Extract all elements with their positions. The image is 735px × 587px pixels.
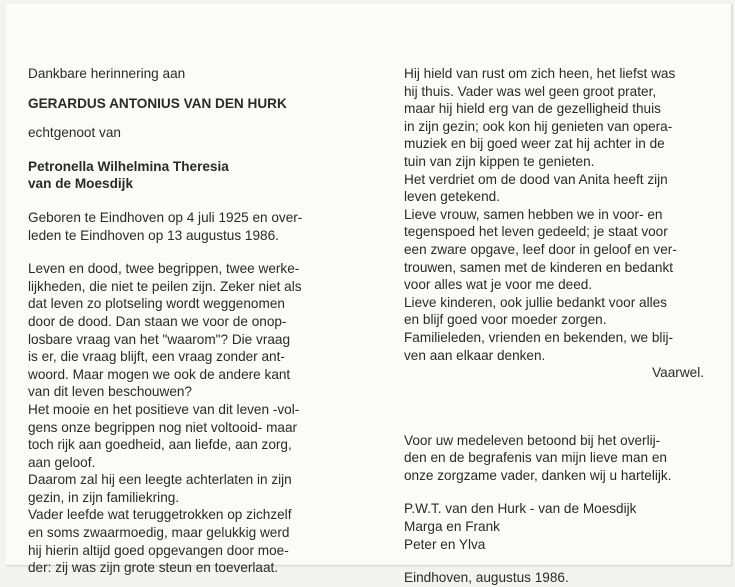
- text-line: leven getekend.: [404, 189, 500, 205]
- birth-line: Geboren te Eindhoven op 4 juli 1925 en over-: [28, 209, 303, 225]
- text-line: dat leven zo plotseling wordt weggenomen: [28, 296, 285, 312]
- text-line: en soms zwaarmoedig, maar gelukkig werd: [28, 525, 290, 541]
- text-line: gezin, in zijn familiekring.: [28, 489, 180, 505]
- text-line: Leven en dood, twee begrippen, twee werke-: [28, 261, 300, 277]
- text-line: Hij hield van rust om zich heen, het liefst was: [404, 66, 676, 81]
- thanks-text: [404, 432, 704, 485]
- text-line: en blijf goed voor moeder zorgen.: [404, 312, 607, 328]
- text-line: hij hierin altijd goed opgevangen door moe-: [28, 542, 289, 558]
- text-line: Lieve kinderen, ook jullie bedankt voor alles: [404, 294, 667, 310]
- spouse-name-line-2: van de Moesdijk: [28, 176, 134, 192]
- text-line: tuin van zijn kippen te genieten.: [404, 153, 595, 169]
- birth-death-text: [28, 209, 303, 244]
- text-line: losbare vraag van het "waarom"? Die vraag: [28, 331, 291, 347]
- text-line: in zijn gezin; ook kon hij genieten van opera-: [404, 118, 673, 134]
- thanks-line: onze zorgzame vader, danken wij u hartelijk.: [404, 467, 672, 483]
- text-line: gens onze begrippen nog niet voltooid- maar: [28, 419, 298, 435]
- text-line: een zware opgave, leef door in geloof en ver-: [404, 241, 677, 257]
- place-date: Eindhoven, augustus 1986.: [404, 570, 569, 586]
- signature-line: Peter en Ylva: [404, 536, 486, 552]
- text-line: tegenspoed het leven gedeeld; je staat voor: [404, 224, 668, 240]
- spouse-name-line-1: Petronella Wilhelmina Theresia: [28, 158, 229, 174]
- birth-line: leden te Eindhoven op 13 augustus 1986.: [28, 227, 279, 243]
- text-line: van dit leven beschouwen?: [28, 384, 192, 400]
- thanks-line: Voor uw medeleven betoond bij het overlij-: [404, 432, 661, 448]
- text-line: Familieleden, vrienden en bekenden, we blij-: [404, 329, 674, 345]
- signatures: [404, 500, 704, 553]
- signature-line: Marga en Frank: [404, 519, 500, 535]
- deceased-name: GERARDUS ANTONIUS VAN DEN HURK: [28, 95, 287, 111]
- text-line: voor alles wat je voor me deed.: [404, 277, 593, 293]
- text-line: Het verdriet om de dood van Anita heeft zijn: [404, 171, 668, 187]
- left-column: [28, 65, 303, 577]
- spouse-label: echtgenoot van: [28, 125, 121, 141]
- signature-line: P.W.T. van den Hurk - van de Moesdijk: [404, 501, 637, 517]
- text-line: toch rijk aan goedheid, aan liefde, aan zorg,: [28, 437, 292, 453]
- personal-text: [404, 65, 704, 364]
- text-line: woord. Maar mogen we ook de andere kant: [28, 366, 291, 382]
- thanks-line: den en de begrafenis van mijn lieve man en: [404, 450, 667, 466]
- text-line: lijkheden, die niet te peilen zijn. Zeker niet als: [28, 278, 302, 294]
- text-line: aan geloof.: [28, 454, 96, 470]
- farewell-text: Vaarwel.: [652, 365, 704, 381]
- text-line: ven aan elkaar denken.: [404, 347, 546, 363]
- text-line: door de dood. Dan staan we voor de onop-: [28, 313, 287, 329]
- text-line: is er, die vraag blijft, een vraag zonder ant-: [28, 349, 285, 365]
- text-line: Het mooie en het positieve van dit leven -vol-: [28, 401, 300, 417]
- text-line: trouwen, samen met de kinderen en bedankt: [404, 259, 674, 275]
- right-column: [404, 65, 704, 587]
- memorial-card: [6, 4, 732, 586]
- text-line: Vader leefde wat teruggetrokken op zichzelf: [28, 507, 292, 523]
- text-line: der: zij was zijn grote steun en toeverlaat.: [28, 560, 279, 576]
- text-line: maar hij hield erg van de gezelligheid thuis: [404, 101, 661, 117]
- text-line: hij thuis. Vader was wel geen groot prater,: [404, 83, 657, 99]
- text-line: muziek en bij goed weer zat hij achter in de: [404, 136, 665, 152]
- text-line: Daarom zal hij een leegte achterlaten in zijn: [28, 472, 292, 488]
- text-line: Lieve vrouw, samen hebben we in voor- en: [404, 206, 663, 222]
- reflection-text: [28, 260, 300, 577]
- intro-text: Dankbare herinnering aan: [28, 66, 186, 81]
